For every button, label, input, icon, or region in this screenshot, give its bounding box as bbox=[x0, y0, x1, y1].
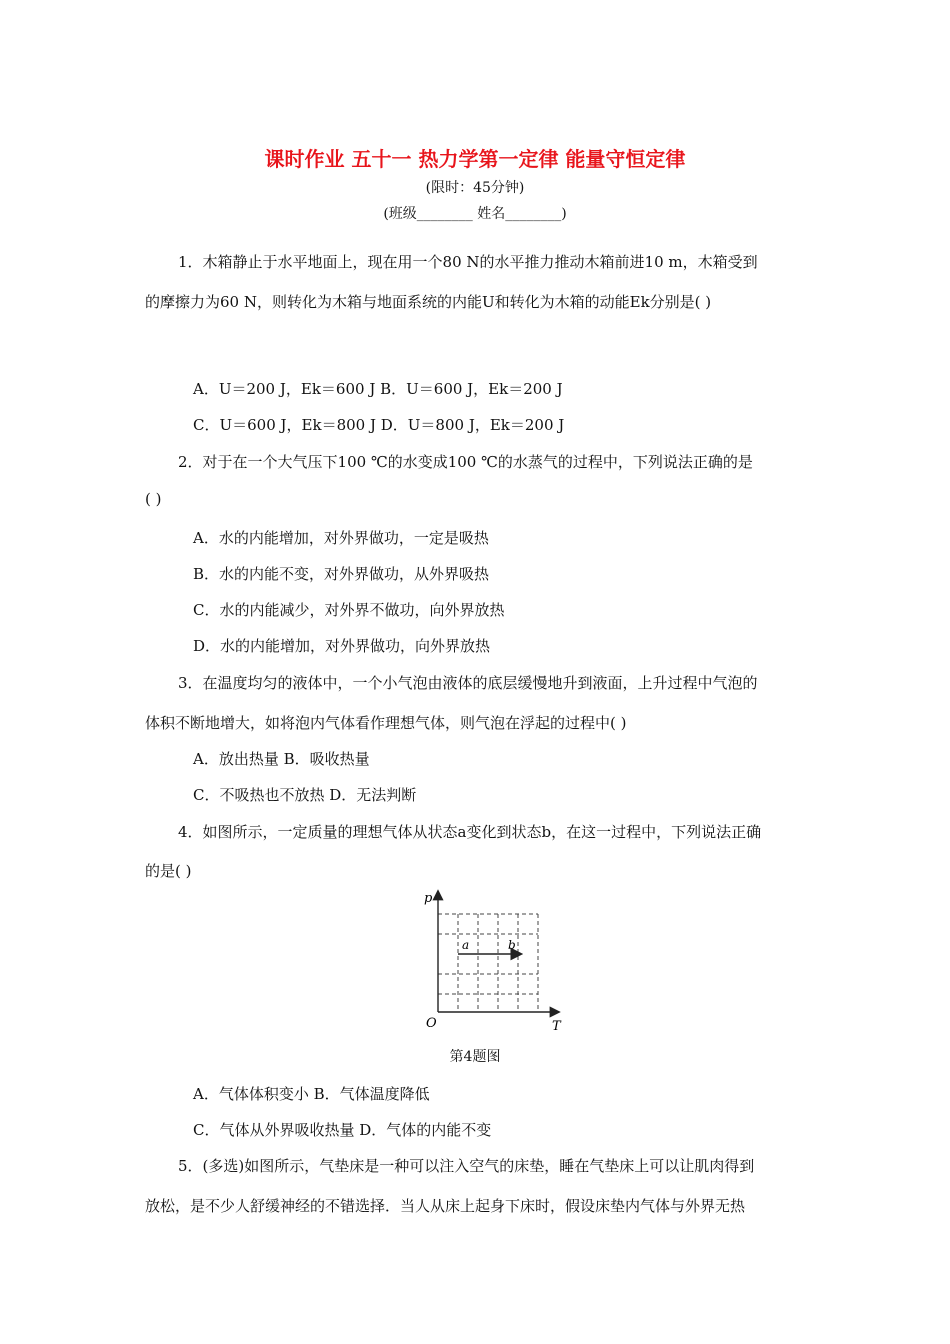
q2-option-b: B．水的内能不变，对外界做功，从外界吸热 bbox=[193, 565, 490, 583]
q1-line-2: 的摩擦力为60 N，则转化为木箱与地面系统的内能U和转化为木箱的动能Ek分别是( ) bbox=[145, 293, 712, 311]
q2-line-2: ( ) bbox=[145, 490, 162, 508]
q2-option-d: D．水的内能增加，对外界做功，向外界放热 bbox=[193, 637, 491, 655]
q4-line-1: 4．如图所示，一定质量的理想气体从状态a变化到状态b，在这一过程中，下列说法正确 bbox=[178, 823, 762, 841]
class-name-line: (班级________ 姓名________) bbox=[383, 206, 567, 222]
q1-option-ab: A．U＝200 J，Ek＝600 J B．U＝600 J，Ek＝200 J bbox=[193, 380, 563, 398]
q1-line-1: 1．木箱静止于水平地面上，现在用一个80 N的水平推力推动木箱前进10 m，木箱受到 bbox=[178, 253, 758, 271]
q1-option-cd: C．U＝600 J，Ek＝800 J D．U＝800 J，Ek＝200 J bbox=[193, 416, 565, 434]
p-axis-label: p bbox=[424, 891, 433, 906]
q4-line-2: 的是( ) bbox=[145, 862, 192, 880]
q2-option-a: A．水的内能增加，对外界做功，一定是吸热 bbox=[193, 529, 489, 547]
q4-option-ab: A．气体体积变小 B．气体温度降低 bbox=[193, 1085, 430, 1103]
state-b-label: b bbox=[508, 938, 516, 952]
p-t-diagram bbox=[420, 888, 570, 1038]
q5-line-1: 5．(多选)如图所示，气垫床是一种可以注入空气的床垫，睡在气垫床上可以让肌肉得到 bbox=[178, 1157, 755, 1175]
q3-line-2: 体积不断地增大，如将泡内气体看作理想气体，则气泡在浮起的过程中( ) bbox=[145, 714, 627, 732]
q3-line-1: 3．在温度均匀的液体中，一个小气泡由液体的底层缓慢地升到液面，上升过程中气泡的 bbox=[178, 674, 758, 692]
t-axis-label: T bbox=[552, 1019, 561, 1034]
q3-option-cd: C．不吸热也不放热 D．无法判断 bbox=[193, 786, 417, 804]
q3-option-ab: A．放出热量 B．吸收热量 bbox=[193, 750, 370, 768]
origin-label: O bbox=[426, 1016, 437, 1031]
page-title: 课时作业 五十一 热力学第一定律 能量守恒定律 bbox=[264, 147, 686, 171]
state-a-label: a bbox=[462, 938, 470, 952]
q2-line-1: 2．对于在一个大气压下100 ℃的水变成100 ℃的水蒸气的过程中，下列说法正确的是 bbox=[178, 453, 753, 471]
q2-option-c: C．水的内能减少，对外界不做功，向外界放热 bbox=[193, 601, 505, 619]
dashed-grid bbox=[438, 914, 538, 1012]
q4-option-cd: C．气体从外界吸收热量 D．气体的内能不变 bbox=[193, 1121, 492, 1139]
time-limit: (限时：45分钟) bbox=[425, 180, 525, 196]
figure-caption: 第4题图 bbox=[449, 1049, 501, 1065]
q5-line-2: 放松，是不少人舒缓神经的不错选择．当人从床上起身下床时，假设床垫内气体与外界无热 bbox=[145, 1197, 746, 1215]
